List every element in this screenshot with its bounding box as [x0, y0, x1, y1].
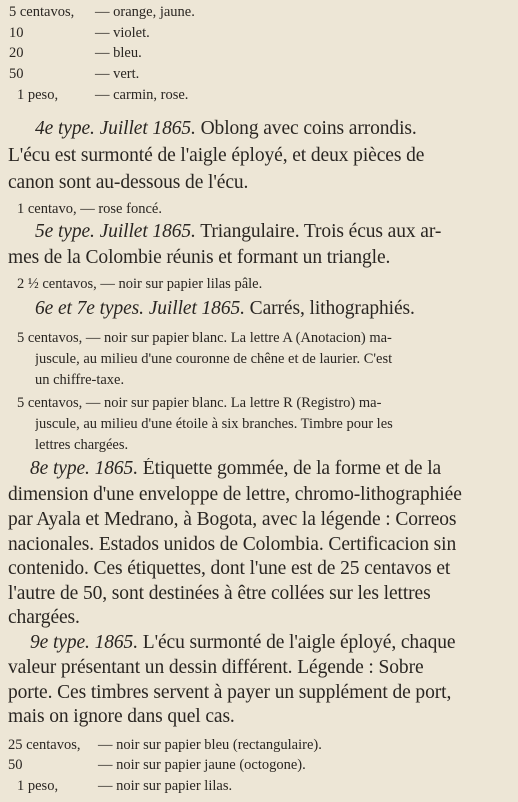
list-item — [9, 45, 518, 62]
paragraph-line: valeur présentant un dessin différent. Légende : Sobre — [8, 657, 424, 678]
value-desc: — vert. — [95, 66, 140, 82]
paragraph-line: mais on ignore dans quel cas. — [8, 706, 235, 727]
list-item: lettres chargées. — [35, 437, 129, 453]
paragraph-line — [35, 221, 518, 243]
value-label: 50 — [8, 757, 23, 773]
value-desc: — noir sur papier lilas. — [98, 778, 233, 794]
value-desc: — noir sur papier bleu (rectangulaire). — [98, 737, 322, 753]
list-item — [17, 778, 518, 795]
paragraph-line: par Ayala et Medrano, à Bogota, avec la légende : Correos — [8, 509, 457, 530]
section-heading: 6e et 7e types. Juillet 1865. — [35, 298, 245, 319]
paragraph-line: contenido. Ces étiquettes, dont l'une est de 25 centavos et — [8, 558, 451, 579]
paragraph-line: dimension d'une enveloppe de lettre, chromo-lithographiée — [8, 484, 462, 505]
value-label: 10 — [9, 25, 24, 41]
paragraph-line: nacionales. Estados unidos de Colombia. Certificacion sin — [8, 534, 457, 555]
value-desc: — carmin, rose. — [95, 87, 189, 103]
section-heading: 9e type. 1865. — [30, 632, 138, 653]
paragraph-line: porte. Ces timbres servent à payer un supplément de port, — [8, 682, 452, 703]
value-desc: — noir sur papier jaune (octogone). — [98, 757, 306, 773]
paragraph-line: L'écu est surmonté de l'aigle éployé, et deux pièces de — [8, 145, 425, 166]
paragraph-line: canon sont au-dessous de l'écu. — [8, 172, 249, 193]
list-item: un chiffre-taxe. — [35, 372, 125, 388]
paragraph-line: mes de la Colombie réunis et formant un triangle. — [8, 247, 391, 268]
paragraph-line — [35, 298, 518, 320]
text: L'écu surmonté de l'aigle éployé, chaque — [137, 632, 456, 653]
list-item: 5 centavos, — noir sur papier blanc. La lettre A (Anotacion) ma- — [17, 330, 392, 346]
list-item: juscule, au milieu d'une couronne de chêne et de laurier. C'est — [35, 351, 393, 367]
list-item — [17, 87, 518, 104]
value-label: 25 centavos, — [8, 737, 81, 753]
text: Étiquette gommée, de la forme et de la — [137, 458, 442, 479]
text: Triangulaire. Trois écus aux ar- — [195, 221, 442, 242]
value-desc: — orange, jaune. — [95, 4, 195, 20]
value-desc: — violet. — [95, 25, 150, 41]
text: Carrés, lithographiés. — [244, 298, 415, 319]
paragraph-line — [30, 632, 518, 654]
list-item — [9, 4, 518, 21]
list-item: 1 centavo, — rose foncé. — [17, 201, 162, 217]
paragraph-line: chargées. — [8, 607, 80, 628]
list-item: 2 ½ centavos, — noir sur papier lilas pâle. — [17, 276, 263, 292]
list-item: 5 centavos, — noir sur papier blanc. La lettre R (Registro) ma- — [17, 395, 382, 411]
list-item — [8, 757, 518, 774]
value-desc: — bleu. — [95, 45, 142, 61]
section-heading: 4e type. Juillet 1865. — [35, 118, 196, 139]
value-label: 50 — [9, 66, 24, 82]
paragraph-line — [30, 458, 518, 480]
section-heading: 5e type. Juillet 1865. — [35, 221, 196, 242]
list-item — [8, 737, 518, 754]
value-label: 1 peso, — [17, 87, 59, 103]
value-label: 1 peso, — [17, 778, 59, 794]
section-heading: 8e type. 1865. — [30, 458, 138, 479]
paragraph-line — [35, 118, 518, 140]
value-label: 5 centavos, — [9, 4, 75, 20]
paragraph-line: l'autre de 50, sont destinées à être collées sur les lettres — [8, 583, 431, 604]
list-item — [9, 25, 518, 42]
text: Oblong avec coins arrondis. — [195, 118, 417, 139]
list-item: juscule, au milieu d'une étoile à six branches. Timbre pour les — [35, 416, 393, 432]
list-item — [9, 66, 518, 83]
value-label: 20 — [9, 45, 24, 61]
